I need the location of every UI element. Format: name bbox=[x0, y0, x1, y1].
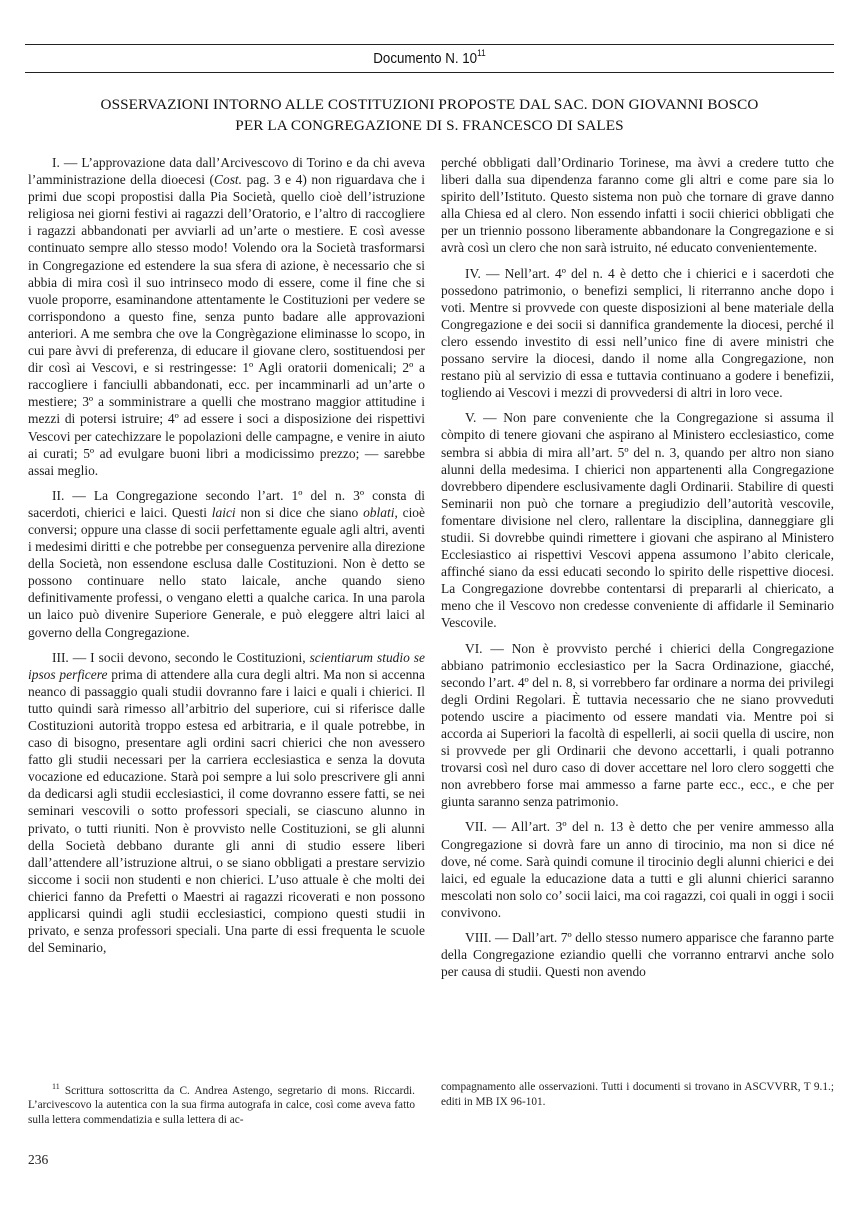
section-text: I socii devono, secondo le Costituzioni, bbox=[86, 649, 310, 665]
footnote-right bbox=[441, 1080, 834, 1109]
footnote-text: Scrittura sottoscritta da C. Andrea Astengo, segretario di mons. Riccardi. L’arcivescovo la autentica con la sua firma autografa in calce, così come aveva fatto sulla lettera commendatizia e sulla lettera di ac- bbox=[28, 1084, 415, 1126]
section-8 bbox=[441, 929, 834, 980]
section-text: pag. 3 e 4) non riguardava che i primi due scopi propostisi dalla Pia Società, quello cioè dell’istruzione religiosa nei giorni festivi ai ragazzi dell’Oratorio, e l’altro di raccogliere i ragazzi abbandonati per avviarli ad un’arte o mestiere. E così avesse continuato sempre allo stesso modo! Volendo ora la Società trasformarsi in Congregazione ed estendere la sua sfera di azione, è necessario che si abbia di mira così il suo intrinseco modo di essere, come il fine che si vuole proporre, esaminandone attentamente le Costituzioni per vedere se corrispondono a questo fine, senza punto badare alle approvazioni anteriori. A me sembra che ove la Congrègazione eliminasse lo scopo, in cui pare àvvi di preferenza, di educare il giovane clero, sostituendosi per dir così ai Vescovi, e si restringesse: 1º Agli oratorii domenicali; 2º a raccogliere i fanciulli abbandonati, ecc. per incamminarli ad un’arte o mestiere; 3º a somministrare a quelli che mostrano maggior attitudine i mezzi di potersi istruire; 4º ad essere i soci a disposizione dei rispettivi Vescovi per catechizzare le popolazioni delle campagne, e venire in aiuto ai curati; 5º ad evulgare buoni libri a modicissimo prezzo; — sarebbe assai meglio. bbox=[28, 172, 425, 478]
header-rule-top bbox=[25, 44, 834, 45]
section-numeral: VI. — bbox=[465, 640, 504, 656]
footnote-number: 11 bbox=[52, 1082, 60, 1091]
document-title bbox=[25, 94, 834, 136]
section-text: , cioè conversi; oppure una classe di socii perfettamente eguale agli altri, aventi i medesimi diritti e che potrebbe per conseguenza pervenire alla direzione della Società, non essendone esclusa dalle Costituzioni. Non è detto se possono continuare nello stato laicale, anche quando sieno definitivamente professi, o vengano eletti a qualche carica. In una parola un laico può divenire Superiore Generale, e può eleggere altri laici al governo della Congregazione. bbox=[28, 504, 425, 640]
section-text: Dall’art. 7º dello stesso numero apparisce che faranno parte della Congregazione eziandio quelli che vorranno entrarvi anche solo per causa di studii. Questi non avendo bbox=[441, 930, 834, 980]
emphasis: oblati bbox=[363, 504, 395, 520]
section-text: Non pare conveniente che la Congregazione si assuma il còmpito di tenere giovani che aspirano al Ministero ecclesiastico, come sembra si abbia di mira all’art. 5º del n. 3, quando per altro non siano alunni della medesima. I chierici non appartenenti alla Congregazione dovrebbero dipendere esclusivamente dagli Ordinarii. Stabilire di questi Seminarii non può che tornare a pregiudizio dell’autorità vescovile, fomentare divisione nel clero, rallentare la disciplina, danneggiare gli studii. Si dovrebbe quindi rimettere i giovani che aspirano al Ministero Ecclesiastico ai rispettivi Vescovi appena assumono l’abito clericale, affinché siano da essi educati secondo lo spirito delle rispettive diocesi. La Congregazione dovrebbe contentarsi di prepararli al chiericato, a meno che il Vescovo non credesse conveniente di affidarle il Seminario Vescovile. bbox=[441, 410, 834, 631]
footnote-ref[interactable]: 11 bbox=[477, 48, 486, 58]
title-line-1: OSSERVAZIONI INTORNO ALLE COSTITUZIONI PROPOSTE DAL SAC. DON GIOVANNI BOSCO bbox=[100, 96, 759, 113]
section-4 bbox=[441, 265, 834, 402]
citation: Cost. bbox=[214, 172, 243, 188]
section-numeral: V. — bbox=[465, 410, 497, 426]
footnote-left bbox=[28, 1080, 415, 1127]
footnote-11-continuation: compagnamento alle osservazioni. Tutti i documenti si trovano in ASCVVRR, T 9.1.; editi in MB IX 96-101. bbox=[441, 1081, 834, 1108]
section-numeral: VII. — bbox=[465, 819, 507, 835]
section-numeral: VIII. — bbox=[465, 930, 509, 946]
title-line-2: PER LA CONGREGAZIONE DI S. FRANCESCO DI SALES bbox=[235, 117, 624, 134]
section-6 bbox=[441, 640, 834, 811]
section-text: L’approvazione data dall’Arcivescovo di Torino e da chi aveva l’amministrazione della dioecesi ( bbox=[28, 155, 425, 188]
section-numeral: I. — bbox=[52, 155, 78, 170]
section-2 bbox=[28, 487, 425, 641]
emphasis: scientiarum studio se ipsos perficere bbox=[28, 649, 425, 682]
section-1 bbox=[28, 154, 425, 479]
column-right bbox=[441, 154, 834, 988]
page-number: 236 bbox=[28, 1152, 49, 1167]
section-text: All’art. 3º del n. 13 è detto che per venire ammesso alla Congregazione si dovrà fare un anno di tirocinio, ma non si dice né dove, né come. Sarà quindi comune il tirocinio degli alunni chierici e dei laici, ed eguale la educazione data a tutti e gli alunni chierici saranno mescolati non solo co’ socii laici, ma coi ragazzi, coi quali in oggi i socii convivono. bbox=[441, 819, 834, 920]
section-text: Nell’art. 4º del n. 4 è detto che i chierici e i sacerdoti che possedono patrimonio, o benefizi semplici, li riterranno anche dopo i voti. Mentre si provvede con queste disposizioni al bene materiale della Congregazione e dei socii si dannifica grandemente la diocesi, perché il clero essendo investito di essi nell’unico fine di avere ministri che possano servire la diocesi, dando il nome alla Congregazione, non restano più al servizio di essa e tuttavia continuano a godere i benefizii, togliendo ai Vescovi i mezzi di provvedersi di altri in loro vece. bbox=[441, 265, 834, 401]
section-3 bbox=[28, 649, 425, 957]
section-3-continuation: perché obbligati dall’Ordinario Torinese, ma àvvi a credere tutto che liberi dalla sua dipendenza faranno come gli altri e come pare sia lo spirito dell’Istituto. Questo sistema non può che tornare di grave danno alla Chiesa ed al clero. Non essendo infatti i socii chierici obbligati che per un triennio possono liberamente abbandonare la Congregazione e si avrà così un clero che non sarà istruito, né educato convenientemente. bbox=[441, 155, 834, 256]
section-numeral: III. — bbox=[52, 649, 87, 665]
section-text: prima di attendere alla cura degli altri. Ma non si accenna neanco di passaggio quali studii dovranno fare i laici e quali i chierici. Il tutto quindi sarà rimesso all’arbitrio del superiore, cui si riferisce dalle Costituzioni autorità troppo estesa ed arbitraria, e il quale potrebbe, in caso di bisogno, presentare agli ordini sacri chierici che non avessero fatto gli studii necessari per la carriera ecclesiastica e senza la dovuta vocazione ed educazione. Starà poi sempre a lui solo prescrivere gli anni da dedicarsi agli studii ecclesiastici, il come dovranno essere fatti, se nei seminari vescovili o sotto professori speciali, se ciascuno alunno in privato, o tutti riuniti. Non è provvisto nelle Costituzioni, se gli alunni della Società debbano durante gli anni di studio essere liberi dall’attendere all’istruzione altrui, o se siano obbligati a prestare servizio siccome i socii non studenti e non chierici. L’uso attuale è che molti dei chierici fanno da Prefetti o Maestri ai ragazzi ricoverati e non possono applicarsi quindi agli studii ecclesiastici, compiono questi studii in privato, e senza professori speciali. Una parte di essi frequenta le scuole del Seminario, bbox=[28, 666, 425, 956]
footnote-11 bbox=[28, 1080, 415, 1127]
section-text: La Congregazione secondo l’art. 1º del n. 3º consta di sacerdoti, chierici e laici. Questi bbox=[28, 487, 425, 520]
section-5 bbox=[441, 409, 834, 631]
section-text: non si dice che siano bbox=[235, 504, 364, 520]
header-rule-bottom bbox=[25, 72, 834, 73]
document-header bbox=[57, 49, 801, 67]
section-numeral: II. — bbox=[52, 487, 86, 503]
document-label: Documento N. 10 bbox=[373, 50, 478, 67]
emphasis: laici bbox=[211, 504, 236, 520]
section-numeral: IV. — bbox=[465, 265, 500, 281]
column-left bbox=[28, 154, 425, 964]
section-7 bbox=[441, 818, 834, 921]
section-text: Non è provvisto perché i chierici della Congregazione abbiano patrimonio ecclesiastico per la Sacra Ordinazione, giacché, secondo l’art. 4º del n. 8, si vorrebbero far ordinare a norma dei privilegi degli Ordini Regolari. È tuttavia necessario che ne siano provveduti potendo uscire a piacimento od essere mandati via. Mentre poi si accorda ai Superiori la facoltà di espellerli, ai socii quella di uscire, non si provvede per gli Ordinarii che devono accettarli, i quali potranno trovarsi così nel duro caso di dover accettare nel loro clero soggetti che non avrebbero forse mai ammesso a farne parte ecc., ecc., e che per giunta saranno senza patrimonio. bbox=[441, 640, 834, 810]
